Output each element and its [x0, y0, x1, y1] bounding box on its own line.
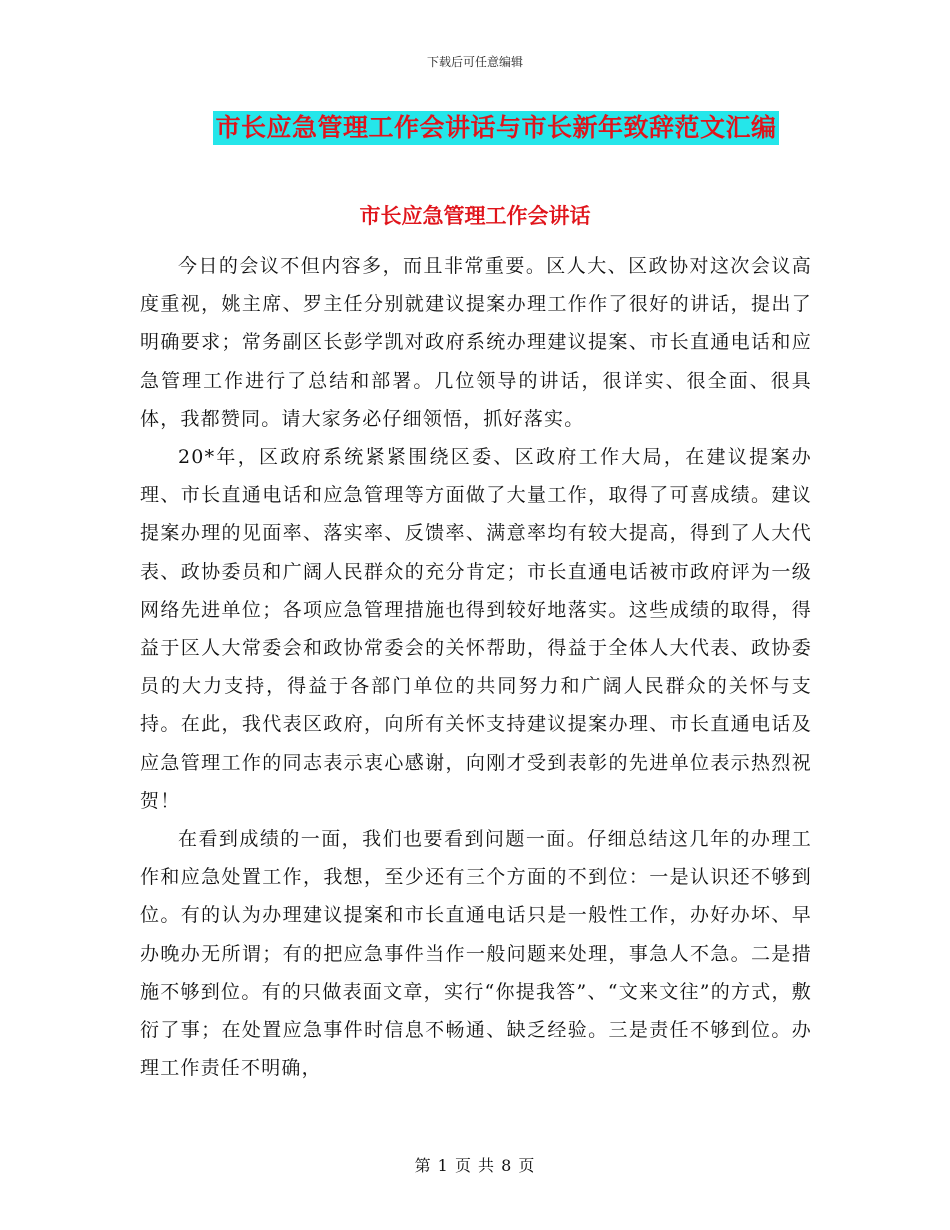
paragraph-1: 今日的会议不但内容多，而且非常重要。区人大、区政协对这次会议高度重视，姚主席、罗主任分别就建议提案办理工作作了很好的讲话，提出了明确要求；常务副区长彭学凯对政府系统办理建议提案、市长直通电话和应急管理工作进行了总结和部署。几位领导的讲话，很详实、很全面、很具体，我都赞同。请大家务必仔细领悟，抓好落实。 — [140, 255, 812, 430]
paragraph-3: 在看到成绩的一面，我们也要看到问题一面。仔细总结这几年的办理工作和应急处置工作，我想，至少还有三个方面的不到位：一是认识还不够到位。有的认为办理建议提案和市长直通电话只是一般性工作，办好办坏、早办晚办无所谓；有的把应急事件当作一般问题来处理，事急人不急。二是措施不够到位。有的只做表面文章，实行“你提我答”、“文来文往”的方式，敷衍了事；在处置应急事件时信息不畅通、缺乏经验。三是责任不够到位。办理工作责任不明确， — [140, 828, 812, 1080]
document-title-container — [0, 111, 950, 145]
document-title: 市长应急管理工作会讲话与市长新年致辞范文汇编 — [213, 111, 778, 145]
paragraph-2: 20*年，区政府系统紧紧围绕区委、区政府工作大局，在建议提案办理、市长直通电话和应急管理等方面做了大量工作，取得了可喜成绩。建议提案办理的见面率、落实率、反馈率、满意率均有较大提高，得到了人大代表、政协委员和广阔人民群众的充分肯定；市长直通电话被市政府评为一级网络先进单位；各项应急管理措施也得到较好地落实。这些成绩的取得，得益于区人大常委会和政协常委会的关怀帮助，得益于全体人大代表、政协委员的大力支持，得益于各部门单位的共同努力和广阔人民群众的关怀与支持。在此，我代表区政府，向所有关怀支持建议提案办理、市长直通电话及应急管理工作的同志表示衷心感谢，向刚才受到表彰的先进单位表示热烈祝贺！ — [140, 446, 812, 812]
section-title: 市长应急管理工作会讲话 — [359, 203, 591, 228]
document-body — [140, 247, 812, 1087]
header-note: 下载后可任意编辑 — [426, 55, 523, 69]
page-number: 第 1 页 共 8 页 — [414, 1156, 536, 1175]
